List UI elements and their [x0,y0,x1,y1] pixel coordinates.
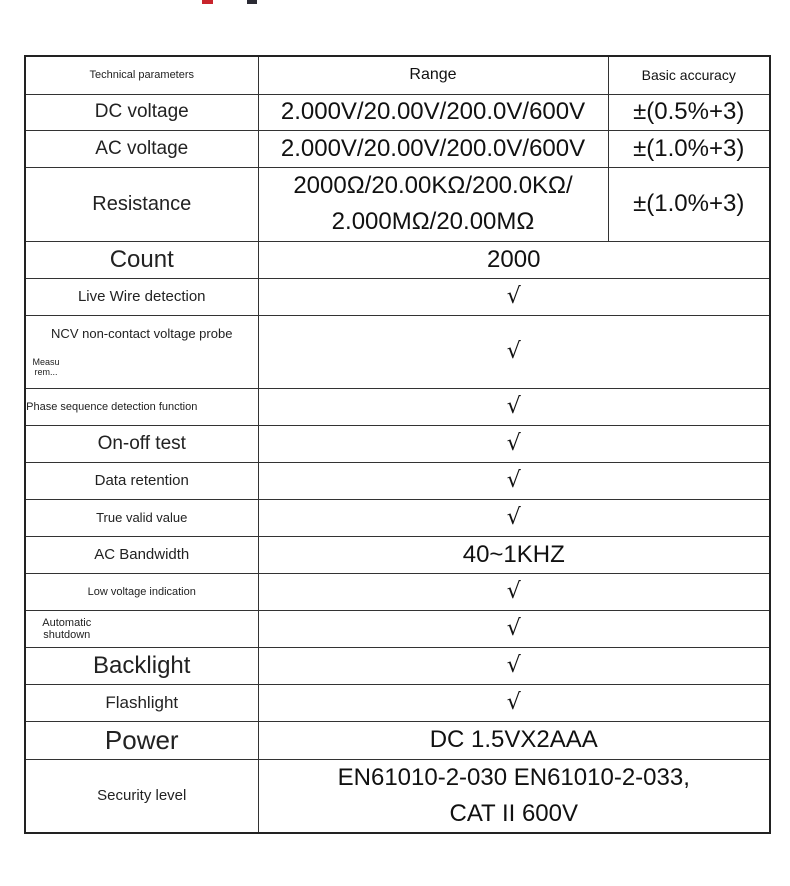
data-retention-check: √ [258,462,770,499]
header-range: Range [258,56,608,94]
power-value: DC 1.5VX2AAA [258,721,770,759]
security-value-line1: EN61010-2-030 EN61010-2-033, [337,763,690,791]
flashlight-check: √ [258,684,770,721]
low-voltage-check: √ [258,573,770,610]
true-valid-check: √ [258,499,770,536]
row-auto-shutdown [25,610,770,647]
ac-voltage-accuracy: ±(1.0%+3) [608,130,770,167]
row-ncv [25,315,770,388]
row-flashlight [25,684,770,721]
resistance-range-line1: 2000Ω/20.00KΩ/200.0KΩ/ [293,172,573,199]
ac-voltage-label: AC voltage [25,130,258,167]
ac-bandwidth-label: AC Bandwidth [25,536,258,573]
low-voltage-label: Low voltage indication [25,573,258,610]
auto-shutdown-label: Automatic shutdown [25,610,258,647]
data-retention-label: Data retention [25,462,258,499]
row-security [25,759,770,833]
ac-bandwidth-value: 40~1KHZ [258,536,770,573]
header-row [25,56,770,94]
header-parameters: Technical parameters [25,56,258,94]
row-live-wire [25,278,770,315]
security-value [258,759,770,833]
row-low-voltage [25,573,770,610]
resistance-accuracy: ±(1.0%+3) [608,167,770,241]
row-power [25,721,770,759]
on-off-label: On-off test [25,425,258,462]
security-value-line2: CAT II 600V [449,799,578,827]
ncv-sub-label: Measu rem... [32,356,60,377]
ncv-label-cell [25,315,258,388]
row-ac-bandwidth [25,536,770,573]
dc-voltage-range: 2.000V/20.00V/200.0V/600V [258,94,608,130]
dc-voltage-accuracy: ±(0.5%+3) [608,94,770,130]
row-ac-voltage [25,130,770,167]
row-true-valid [25,499,770,536]
ncv-check: √ [258,315,770,388]
dc-voltage-label: DC voltage [25,94,258,130]
power-label: Power [25,721,258,759]
row-count [25,241,770,278]
row-phase-sequence [25,388,770,425]
ac-voltage-range: 2.000V/20.00V/200.0V/600V [258,130,608,167]
row-backlight [25,647,770,684]
spec-table [24,55,771,834]
row-data-retention [25,462,770,499]
red-probe-mark [202,0,213,4]
resistance-range [258,167,608,241]
resistance-label: Resistance [25,167,258,241]
count-value: 2000 [258,241,770,278]
backlight-label: Backlight [25,647,258,684]
black-probe-mark [247,0,257,4]
on-off-check: √ [258,425,770,462]
row-resistance [25,167,770,241]
security-label: Security level [25,759,258,833]
resistance-range-line2: 2.000MΩ/20.00MΩ [331,208,535,235]
live-wire-label: Live Wire detection [25,278,258,315]
row-dc-voltage [25,94,770,130]
live-wire-check: √ [258,278,770,315]
phase-sequence-label: Phase sequence detection function [25,388,258,425]
true-valid-label: True valid value [25,499,258,536]
flashlight-label: Flashlight [25,684,258,721]
count-label: Count [25,241,258,278]
header-accuracy: Basic accuracy [608,56,770,94]
phase-sequence-check: √ [258,388,770,425]
backlight-check: √ [258,647,770,684]
ncv-label: NCV non-contact voltage probe [51,325,233,341]
row-on-off [25,425,770,462]
auto-shutdown-check: √ [258,610,770,647]
